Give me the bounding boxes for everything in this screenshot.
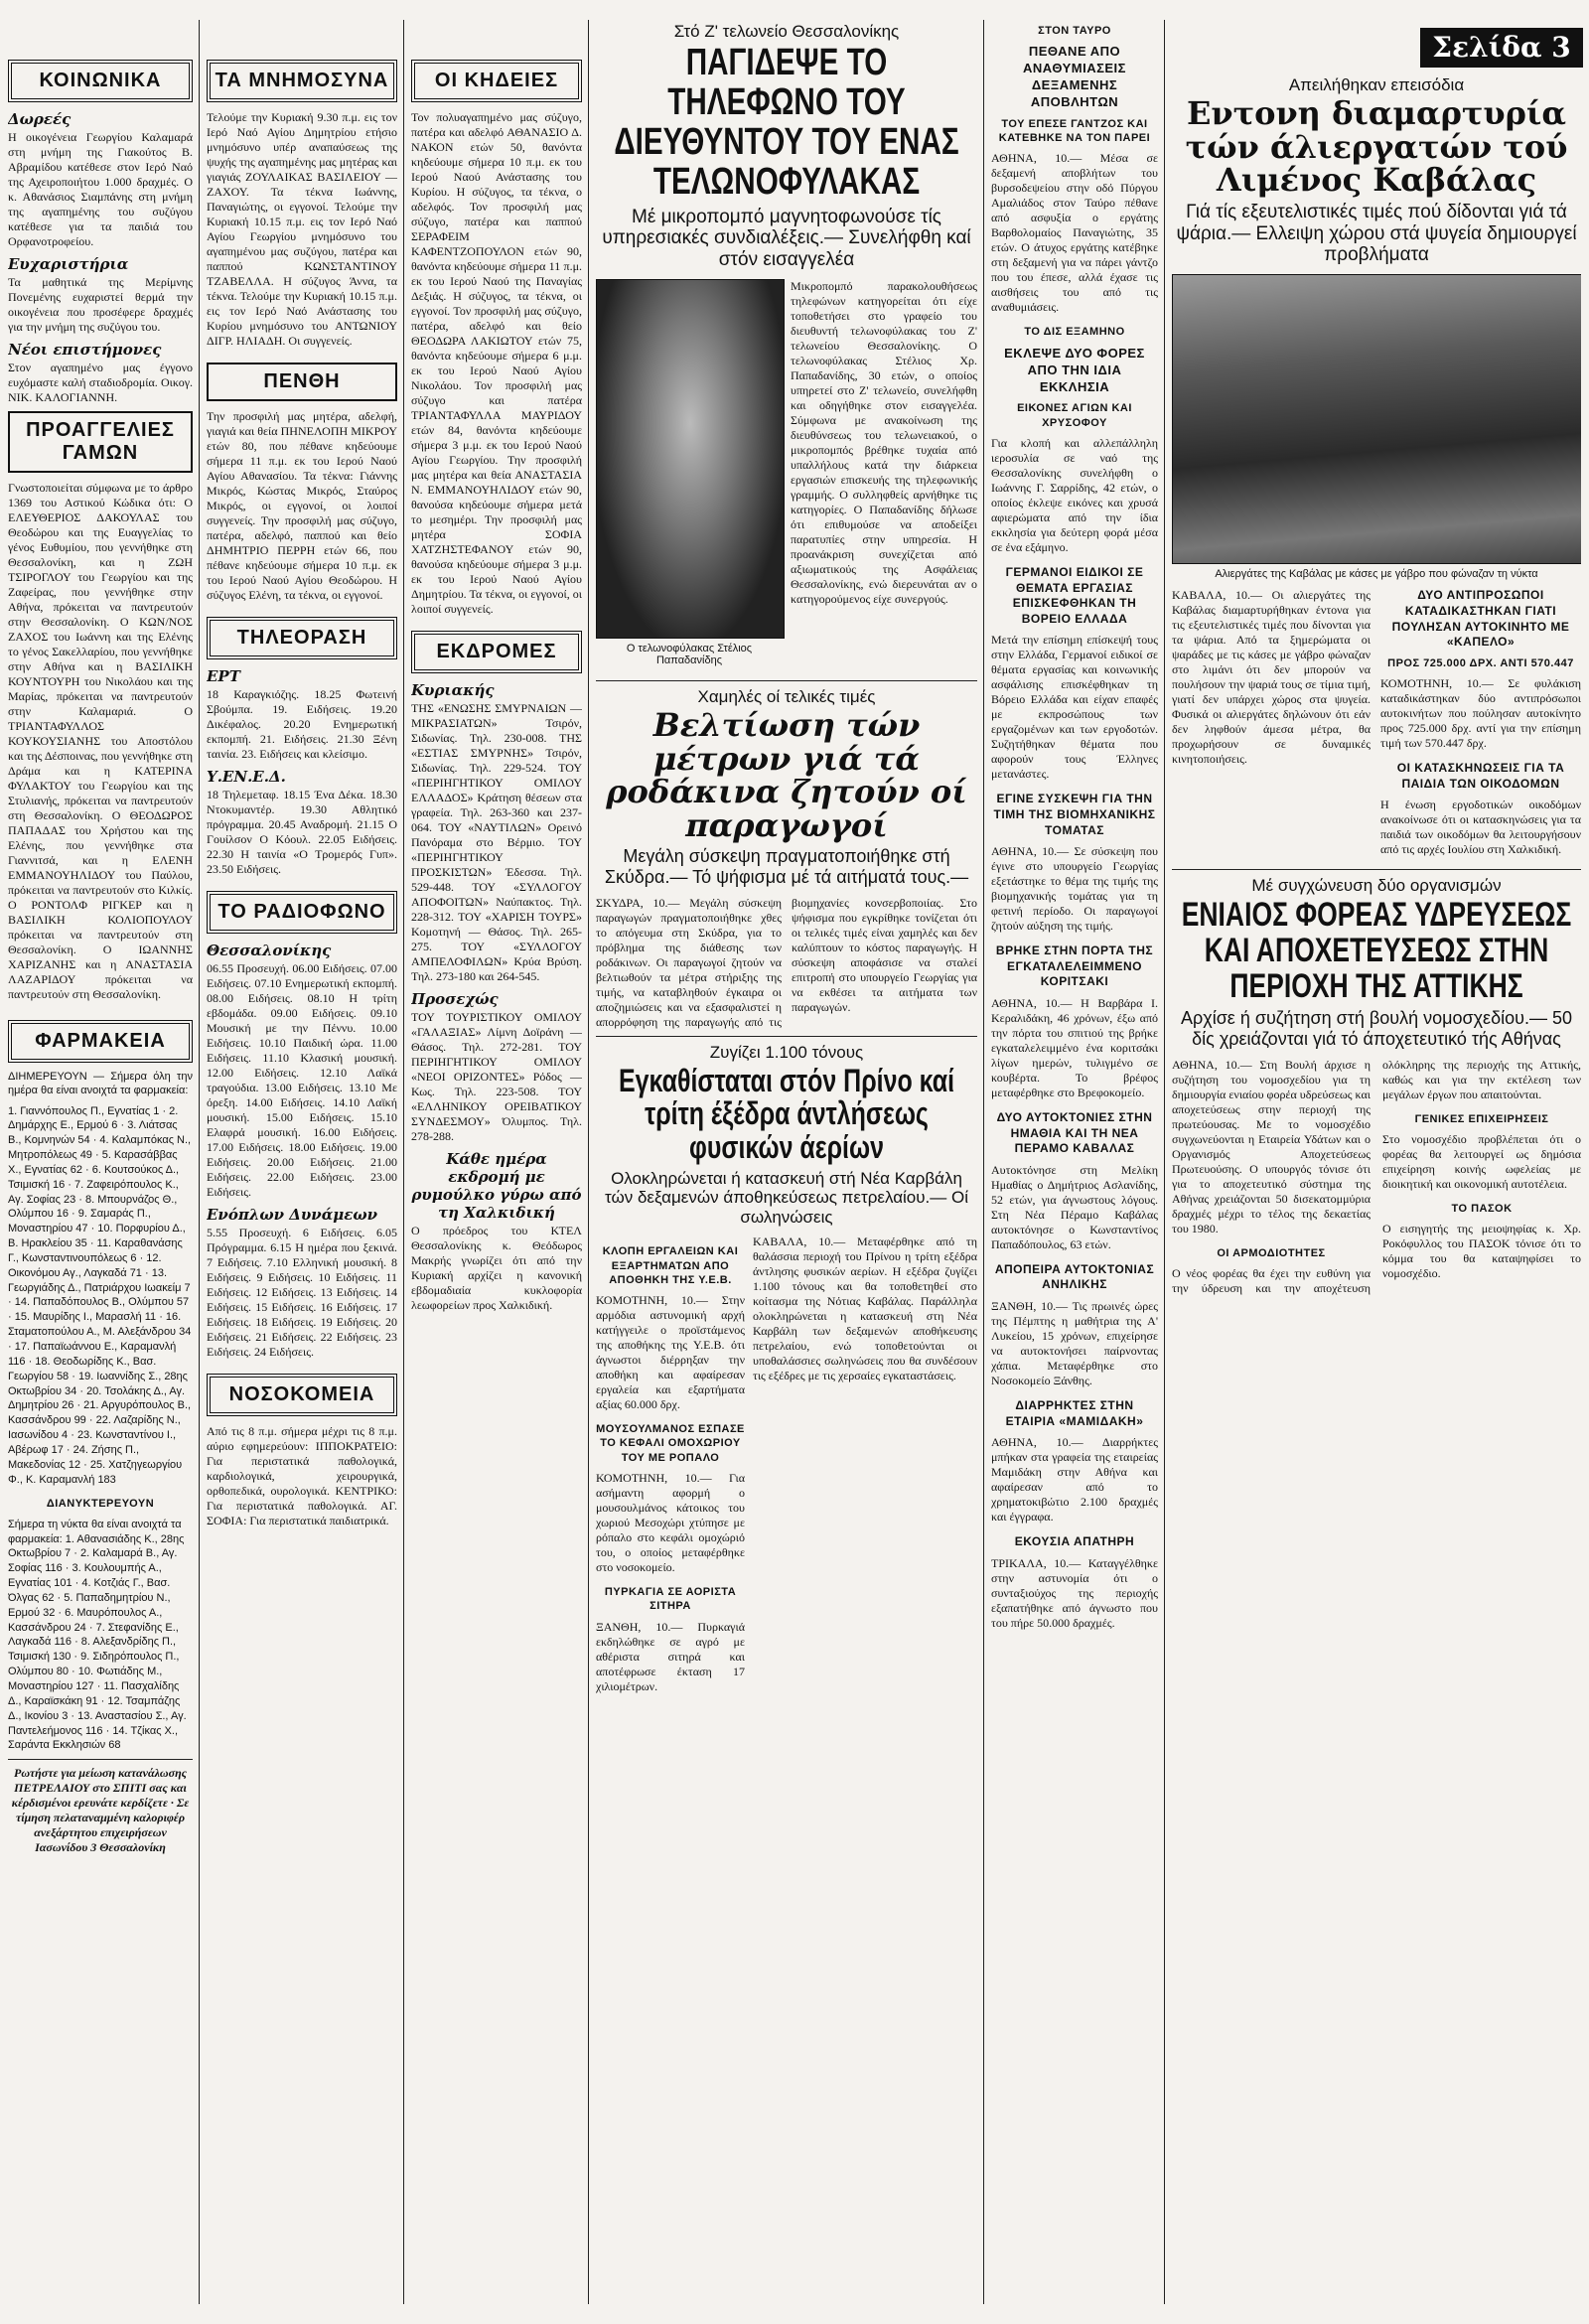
ert-schedule: 18 Καραγκιόζης. 18.25 Φωτεινή Σβούμπα. 19. Ειδήσεις. 19.20 Δικέφαλος. 20.20 Ενημερωτική εκπομπή. 21. Ειδήσεις. 21.30 Ξένη ταινία. 23. Ειδήσεις και κλείσιμο. [207, 687, 397, 761]
section-heading-excursions: ΕΚΔΡΟΜΕΣ [411, 631, 582, 673]
column-funerals [411, 20, 582, 2304]
fishermen-photo [1172, 274, 1581, 564]
story-prinos-deck: Ολοκληρώνεται ή κατασκευή στή Νέα Καρβάλη τών δεξαμενών άποθηκεύσεως πετρελαίου.— Οί σωληνώσεις [605, 1168, 968, 1227]
pharmacies-day-list: 1. Γιαννόπουλος Π., Εγνατίας 1 · 2. Δημάρχης Ε., Ερμού 6 · 3. Λιάτσας Β., Κομνηνών 54 · 4. Καλαμπόκας Ν., Μητροπόλεως 49 · 5. Καρασάββας Χ., Εγνατίας 62 · 6. Κουτσούκος Δ., Τσιμισκή 16 · 7. Ζαφειρόπουλος Κ., Αγ. Σοφίας 23 · 8. Μπουρνάζος Θ., Ολύμπου 16 · 9. Σαμαράς Π., Μοναστηρίου 47 · 10. Πορφυρίου Δ., Β. Ηρακλείου 35 · 11. Καραθανάσης Γ., Κωνσταντινουπόλεως 6 · 12. Οικονόμου Αγ., Λαγκαδά 71 · 13. Γεωργιάδης Δ., Πατριάρχου Ιωακείμ 7 · 14. Παπαδόπουλος Β., Ολύμπου 57 · 15. Μαυρίδης Ι., Μαρασλή 11 · 16. Σταματοπούλου Α., Μ. Αλεξάνδρου 34 · 17. Παπαϊωάννου Ε., Καραμανλή 116 · 18. Θεοδωρίδης Κ., Βασ. Γεωργίου 58 · 19. Ιωαννίδης Σ., 28ης Οκτωβρίου 34 · 20. Τσολάκης Δ., Αγ. Δημητρίου 26 · 21. Αργυρόπουλος Β., Κασσάνδρου 99 · 22. Λαζαρίδης Ν., Ιασωνίδου 4 · 23. Κωνσταντίνου Ι., Αβέρωφ 17 · 24. Ζήσης Π., Μακεδονίας 12 · 25. Χατζηγεωργίου Φ., Κ. Καραμανλή 183 [8, 1104, 192, 1486]
section-heading-social: ΚΟΙΝΩΝΙΚΑ [8, 60, 193, 102]
heating-ad: Ρωτήστε για μείωση κατανάλωσης ΠΕΤΡΕΛΑΙΟΥ στο ΣΠΙΤΙ σας και κέρδισμένοι ερευνάτε κερδίζετε · Σε τίμηση πελαταναμμένη καλοριφέρ ανεξάρτητου επιχειρήσεων Ιασωνίδου 3 Θεσσαλονίκη [11, 1766, 190, 1855]
subheading-armed-forces-radio: Ενόπλων Δυνάμεων [207, 1206, 378, 1224]
brief-5-title: ΒΡΗΚΕ ΣΤΗΝ ΠΟΡΤΑ ΤΗΣ ΕΓΚΑΤΑΛΕΛΕΙΜΜΕΝΟ ΚΟΡΙΤΣΑΚΙ [995, 944, 1154, 989]
brief-camps-text: Η ένωση εργοδοτικών οικοδόμων ανακοίνωσε ότι οι κατασκηνώσεις για τα παιδιά των οικοδόμων θα λειτουργήσουν από τις αρχές Ιουλίου στη Χαλκιδική. [1380, 798, 1581, 857]
brief-dealers-text: ΚΟΜΟΤΗΝΗ, 10.— Σε φυλάκιση καταδικάστηκαν δύο αντιπρόσωποι αυτοκινήτων που πούλησαν αυτοκίνητο προς 725.000 δρχ. αντί για την επίσημη τιμή των 570.447 δρχ. [1380, 675, 1581, 750]
brief-1-subtitle: ΤΟΥ ΕΠΕΣΕ ΓΑΝΤΖΟΣ ΚΑΙ ΚΑΤΕΒΗΚΕ ΝΑ ΤΟΝ ΠΑΡΕΙ [998, 117, 1151, 145]
funerals-text: Τον πολυαγαπημένο μας σύζυγο, πατέρα και αδελφό ΑΘΑΝΑΣΙΟ Δ. ΝΑΚΟΝ ετών 50, θανόντα κηδεύουμε σήμερα 10 π.μ. εκ του Ιερού Ναού Ανάστασης του Κυρίου. Η σύζυγος, τα τέκνα, ο αδελφός. Τον προσφιλή μας σύζυγο, πατέρα και παππού ΣΕΡΑΦΕΙΜ ΚΑΦΕΝΤΖΟΠΟΥΛΟΝ ετών 90, θανόντα κηδεύουμε σήμερα 11 π.μ. εκ του Ιερού Ναού της Παναγίας Δεξιάς. Η σύζυγος, τα τέκνα, οι εγγονοί. Τον προσφιλή μας σύζυγο, πατέρα, αδελφό και θείο ΘΕΟΔΩΡΑ ΛΑΚΙΩΤΟΥ ετών 75, θανόντα κηδεύουμε σήμερα 6 μ.μ. εκ του Ιερού Ναού Αγίου Νικολάου. Τον προσφιλή μας σύζυγο και πατέρα ΤΡΙΑΝΤΑΦΥΛΛΑ ΜΑΥΡΙΔΟΥ ετών 84, θανόντα κηδεύουμε σήμερα 3 μ.μ. εκ του Ιερού Ναού Αγίου Γεωργίου. Την προσφιλή μας μητέρα και θεία ΑΝΑΣΤΑΣΙΑ Ν. ΕΜΜΑΝΟΥΗΛΙΔΟΥ ετών 90, θανούσα κηδεύουμε σήμερα μετά το μεσημέρι. Την προσφιλή μας μητέρα ΣΟΦΙΑ ΧΑΤΖΗΣΤΕΦΑΝΟΥ ετών 90, θανούσα κηδεύουμε σήμερα 3 μ.μ. εκ του Ιερού Ναού Αγίου Δημητρίου. Τα τέκνα, οι εγγονοί, οι λοιποί συγγενείς. [411, 110, 582, 616]
column-right-stories [1172, 20, 1581, 2304]
marriage-notices-text: Γνωστοποιείται σύμφωνα με το άρθρο 1369 του Αστικού Κώδικα ότι: Ο ΕΛΕΥΘΕΡΙΟΣ ΔΑΚΟΥΛΑΣ του Θεοδώρου και της Ευαγγελίας το γένος Ευθυμίου, που γεννήθηκε στη Θεσσαλονίκη, και η ΖΩΗ ΤΣΙΡΟΓΛΟΥ του Γεωργίου και της Ζαφείρας, που γεννήθηκε στην Αθήνα, πρόκειται να παντρευτούν στην Θεσσαλονίκη. Ο ΚΩΝ/ΝΟΣ ΖΑΧΟΣ του Ιωάννη και της Ελένης το γένος Σακελλαρίου, που γεννήθηκε στην Αθήνα και η ΒΑΣΙΛΙΚΗ ΚΟΥΝΤΟΥΡΗ του Νικολάου και της Μαρίας, πρόκειται να παντρευτούν στην Καλαμαριά. Ο ΤΡΙΑΝΤΑΦΥΛΛΟΣ ΚΟΥΚΟΥΣΙΑΝΗΣ του Αποστόλου και της Δέσποινας, που γεννήθηκε στη Δράμα και η ΚΑΤΕΡΙΝΑ ΦΥΛΑΚΤΟΥ του Γεωργίου και της Στυλιανής, πρόκειται να παντρευτούν στη Θεσσαλονίκη. Ο ΘΕΟΔΩΡΟΣ ΠΑΠΑΔΑΣ του Χρήστου και της Ελένης, που γεννήθηκε στα Γιαννιτσά, και η ΕΛΕΝΗ ΕΜΜΑΝΟΥΗΛΙΔΟΥ του Παύλου, πρόκειται να παντρευτούν στο Κιλκίς. Ο ΡΟΝΤΟΛΦ ΡΙΓΚΕΡ και η ΒΑΣΙΛΙΚΗ ΚΟΛΙΟΠΟΥΛΟΥ πρόκειται να παντρευτούν στη Θεσσαλονίκη. Ο ΙΩΑΝΝΗΣ ΧΑΡΙΖΑΝΗΣ και η ΑΝΑΣΤΑΣΙΑ ΛΑΖΑΡΙΔΟΥ πρόκειται να παντρευτούν στη Θεσσαλονίκη. [8, 481, 193, 1001]
story-water-kicker: Μέ συγχώνευση δύο οργανισμών [1251, 876, 1502, 896]
story-prinos-text: ΚΑΒΑΛΑ, 10.— Μεταφέρθηκε από τη θαλάσσια περιοχή του Πρίνου η τρίτη εξέδρα άντλησης φυσικών αερίων. Η εξέδρα ζυγίζει 1.100 τόνους και θα τοποθετηθεί στο κοίτασμα της Νότιας Καβάλας. Παράλληλα ολοκληρώνεται η κατασκευή στη Νέα Καρβάλη των δεξαμενών αποθήκευσης πετρελαίου, ενώ τοποθετούνται οι υποθαλάσσιες σωληνώσεις που θα συνδέσουν τις εξέδρες με τις χερσαίες εγκαταστάσεις. [753, 1235, 977, 1383]
yened-schedule: 18 Τηλεμεταφ. 18.15 Ένα Δέκα. 18.30 Ντοκυμαντέρ. 19.30 Αθλητικό πρόγραμμα. 20.45 Αναδρομή. 21.15 Ο Γουίλσον Ο Κόουλ. 22.05 Ειδήσεις. 22.30 Η ταινία «Ο Τρομερός Γυπ». 23.50 Ειδήσεις. [207, 788, 397, 876]
brief-5-text: ΑΘΗΝΑ, 10.— Η Βαρβάρα Ι. Κεραλιδάκη, 46 χρόνων, έξω από την πόρτα του σπιτιού της βρήκε εγκαταλελειμμένο ένα κοριτσάκι λίγων ημερών, τυλιγμένο σε κουβέρτα. Το βρέφος μεταφέρθηκε στο Βρεφοκομείο. [991, 995, 1158, 1099]
brief-6-text: Αυτοκτόνησε στη Μελίκη Ημαθίας ο Δημήτριος Ασλανίδης, 52 ετών, για άγνωστους λόγους. Στη Νέα Πέραμο Καβάλας αυτοκτόνησε ο Κωνσταντίνος Παπαδόπουλος, 63 ετών. [991, 1162, 1158, 1251]
brief-1-title: ΠΕΘΑΝΕ ΑΠΟ ΑΝΑΘΥΜΙΑΣΕΙΣ ΔΕΞΑΜΕΝΗΣ ΑΠΟΒΛΗΤΩΝ [1023, 44, 1126, 109]
story-water-body [1172, 1058, 1581, 1296]
subheading-night-pharmacies: ΔΙΑΝΥΚΤΕΡΕΥΟΥΝ [46, 1498, 155, 1511]
upcoming-excursions-text: ΤΟΥ ΤΟΥΡΙΣΤΙΚΟΥ ΟΜΙΛΟΥ «ΓΑΛΑΞΙΑΣ» Λίμνη Δοϊράνη — Θάσος. Τηλ. 272-281. ΤΟΥ ΠΕΡΙΗΓΗΤΙΚΟΥ ΟΜΙΛΟΥ «ΝΕΟΙ ΟΡΙΖΟΝΤΕΣ» Ρόδος — Κως. Τηλ. 223-508. ΤΟΥ «ΕΛΛΗΝΙΚΟΥ ΟΡΕΙΒΑΤΙΚΟΥ ΣΥΝΔΕΣΜΟΥ» Όλυμπος. Τηλ. 278-288. [411, 1010, 582, 1143]
sunday-excursions-text: ΤΗΣ «ΕΝΩΣΗΣ ΣΜΥΡΝΑΙΩΝ — ΜΙΚΡΑΣΙΑΤΩΝ» Τσιρόν, Σιδωνίας. Τηλ. 230-008. ΤΗΣ «ΕΣΤΙΑΣ ΣΜΥΡΝΗΣ» Τσιρόν, Σιδωνίας. Τηλ. 229-524. ΤΟΥ «ΠΕΡΙΗΓΗΤΙΚΟΥ ΟΜΙΛΟΥ ΕΛΛΑΔΟΣ» Κράτηση θέσεων στα γραφεία. Τηλ. 263-360 και 237-064. ΤΟΥ «ΝΑΥΤΙΛΩΝ» Ορεινό Πανόραμα στο Βέρμιο. ΤΟΥ «ΠΕΡΙΗΓΗΤΙΚΟΥ ΠΡΟΣΚΙΣΤΩΝ» Έδεσσα. Τηλ. 529-448. ΤΟΥ «ΣΥΛΛΟΓΟΥ ΑΠΟΦΟΙΤΩΝ» Ναύπακτος. Τηλ. 228-312. ΤΟΥ «ΧΑΡΙΣΗ ΤΟΥΡΣ» Κομοτηνή — Θάσος. Τηλ. 265-275. ΤΟΥ «ΣΥΛΛΟΓΟΥ ΑΜΠΕΛΟΦΙΛΩΝ» Κρύα Βρύση. Τηλ. 273-180 και 264-545. [411, 701, 582, 983]
brief-4-title: ΕΓΙΝΕ ΣΥΣΚΕΨΗ ΓΙΑ ΤΗΝ ΤΙΜΗ ΤΗΣ ΒΙΟΜΗΧΑΝΙΚΗΣ ΤΟΜΑΤΑΣ [993, 792, 1156, 837]
brief-camps-title: ΟΙ ΚΑΤΑΣΚΗΝΩΣΕΙΣ ΓΙΑ ΤΑ ΠΑΙΔΙΑ ΤΩΝ ΟΙΚΟΔΟΜΩΝ [1396, 760, 1565, 791]
brief-8-text: ΑΘΗΝΑ, 10.— Διαρρήκτες μπήκαν στα γραφεία της εταιρείας Μαμιδάκη στην Αθήνα και αφαίρεσαν από το χρηματοκιβώτιο 2.100 δραχμές και έγγραφα. [991, 1435, 1158, 1525]
pharmacies-night-list: Σήμερα τη νύκτα θα είναι ανοιχτά τα φαρμακεία: 1. Αθανασιάδης Κ., 28ης Οκτωβρίου 7 · 2. Καλαμαρά Β., Αγ. Σοφίας 116 · 3. Κουλουμπής Α., Εγνατίας 101 · 4. Κοτζιάς Γ., Βασ. Όλγας 62 · 5. Παπαδημητρίου Ν., Ερμού 32 · 6. Μαυρόπουλος Α., Κασσάνδρου 24 · 7. Στεφανίδης Ε., Λαγκαδά 116 · 8. Αλεξανδρίδης Π., Τσιμισκή 130 · 9. Σιδηρόπουλος Π., Ολύμπου 80 · 10. Φωτιάδης Μ., Μοναστηρίου 127 · 11. Πασχαλίδης Δ., Καραϊσκάκη 91 · 12. Τσαμπάζης Δ., Ικονίου 3 · 13. Αναστασίου Σ., Αγ. Παντελεήμονος 116 · 14. Τζίκας Χ., Σαράντα Εκκλησιών 68 [8, 1518, 187, 1752]
story-peaches-text: ΣΚΥΔΡΑ, 10.— Μεγάλη σύσκεψη παραγωγών πραγματοποιήθηκε χθες το απόγευμα στη Σκύδρα, για το πρόβλημα της διάθεσης των ροδάκινων. Οι παραγωγοί ζητούν να βελτιωθούν τα μέτρα στήριξης της τιμής, να καταβληθούν έγκαιρα οι αποζημιώσεις και να εξασφαλιστεί η απορρόφηση της παραγωγής από τις βιομηχανίες κονσερβοποιίας. Στο ψήφισμα που εγκρίθηκε τονίζεται ότι οι τελικές τιμές είναι χαμηλές και δεν καλύπτουν το κόστος παραγωγής. Η σύσκεψη αποφάσισε να σταλεί επιτροπή στο υπουργείο Γεωργίας για να εκθέσει τα αιτήματα των παραγωγών. [596, 895, 977, 1029]
section-heading-television: ΤΗΛΕΟΡΑΣΗ [207, 617, 397, 659]
story-fishermen-headline: Εντονη διαμαρτυρία τών άλιεργατών τού Λιμένος Καβάλας [1185, 94, 1568, 200]
subheading-thanks: Ευχαριστήρια [8, 255, 129, 273]
story-customs-deck: Μέ μικροπομπό μαγνητοφωνούσε τίς υπηρεσιακές συνδιαλέξεις.— Συνελήφθη καί στόν εισαγγελέα [602, 206, 971, 271]
section-heading-mourning: ΠΕΝΘΗ [207, 363, 397, 401]
story-peaches-kicker: Χαμηλές οί τελικές τιμές [697, 687, 876, 707]
brief-7-text: ΞΑΝΘΗ, 10.— Τις πρωινές ώρες της Πέμπτης η μαθήτρια της Α' Λυκείου, 15 χρόνων, επιχείρησε να αυτοκτονήσει παίρνοντας χάπια. Μεταφέρθηκε στο Νοσοκομείο Ξάνθης. [991, 1298, 1158, 1387]
brief-dealers-subtitle: ΠΡΟΣ 725.000 ΔΡΧ. ΑΝΤΙ 570.447 [1387, 656, 1574, 669]
short-news-fire-text: ΞΑΝΘΗ, 10.— Πυρκαγιά εκδηλώθηκε σε αγρό με αθέριστα σιτηρά και αποτέφρωσε έκταση 17 χιλιομέτρων. [596, 1619, 745, 1693]
short-news-theft-text: ΚΟΜΟΤΗΝΗ, 10.— Στην αρμόδια αστυνομική αρχή κατήγγειλε ο προϊστάμενος της αποθήκης της Υ.Ε.Β. ότι άγνωστοι διέρρηξαν την αποθήκη και αφαίρεσαν εργαλεία και εξαρτήματα αξίας 60.000 δρχ. [596, 1293, 745, 1412]
section-heading-memorials: ΤΑ ΜΝΗΜΟΣΥΝΑ [207, 60, 397, 102]
column-rule [1164, 20, 1165, 2304]
page-number-tab: Σελίδα 3 [1420, 28, 1583, 68]
short-news-theft-title: ΚΛΟΠΗ ΕΡΓΑΛΕΙΩΝ ΚΑΙ ΕΞΑΡΤΗΜΑΤΩΝ ΑΠΟ ΑΠΟΘΗΚΗ ΤΗΣ Υ.Ε.Β. [602, 1245, 739, 1286]
armed-forces-radio-schedule: 5.55 Προσευχή. 6 Ειδήσεις. 6.05 Πρόγραμμα. 6.15 Η ημέρα που ξεκινά. 7 Ειδήσεις. 7.10 Ελληνική μουσική. 8 Ειδήσεις. 9 Ειδήσεις. 10 Ειδήσεις. 11 Ειδήσεις. 12 Ειδήσεις. 13 Ειδήσεις. 14 Ειδήσεις. 15 Ειδήσεις. 16 Ειδήσεις. 17 Ειδήσεις. 18 Ειδήσεις. 19 Ειδήσεις. 20 Ειδήσεις. 21 Ειδήσεις. 22 Ειδήσεις. 23 Ειδήσεις. 24 Ειδήσεις. [207, 1226, 397, 1359]
story-customs-text: Μικροπομπό παρακολουθήσεως τηλεφώνων κατηγορείται ότι είχε τοποθετήσει στο γραφείο του διευθυντή τελωνοφύλακας του Ζ' τελωνείου Θεσσαλονίκης. Ο τελωνοφύλακας Στέλιος Χρ. Παπαδανίδης, 30 ετών, ο οποίος υπηρετεί στο Ζ' τελωνείο, συνελήφθη και οδηγήθηκε στον εισαγγελέα. Σύμφωνα με ανακοίνωση της διευθύνσεως του τελωνειακού, ο μικροπομπός βρέθηκε τυχαία από υπαλλήλους κατά την διάρκεια εργασιών επισκευής της τηλεφωνικής γραμμής. Ο συλληφθείς αρνήθηκε τις κατηγορίες. Ο Παπαδανίδης δήλωσε ότι επιθυμούσε να αποδείξει παρατυπίες στην υπηρεσία. Η προανάκριση συνεχίζεται από αξιωματικούς της Ασφάλειας Θεσσαλονίκης, ενώ διερευνάται αν ο κατηγορούμενος είχε συνεργούς. [791, 279, 977, 607]
short-news-block [596, 1235, 745, 1699]
subheading-ert: ΕΡΤ [207, 667, 240, 685]
story-peaches-deck: Μεγάλη σύσκεψη πραγματοποιήθηκε στή Σκύδρα.— Τό ψήφισμα μέ τά αιτήματά τους.— [604, 846, 969, 888]
story-customs-kicker: Στό Ζ' τελωνείο Θεσσαλονίκης [673, 22, 900, 41]
subheading-sunday: Κυριακής [411, 681, 495, 699]
new-graduates-text: Στον αγαπημένο μας έγγονο ευχόμαστε καλή σταδιοδρομία. Οικογ. ΝΙΚ. ΚΑΛΟΓΙΑΝΝΗ. [8, 361, 193, 404]
section-heading-hospitals: ΝΟΣΟΚΟΜΕΙΑ [207, 1374, 397, 1416]
brief-2-text: Για κλοπή και αλλεπάλληλη ιεροσυλία σε ναό της Θεσσαλονίκης συνελήφθη ο Ιωάννης Γ. Σαρρίδης, 42 ετών, ο οποίος έκλεψε εικόνες και χρυσά αφιερώματα από την ίδια εκκλησία για δεύτερη φορά μέσα σε ένα εξάμηνο. [991, 436, 1158, 555]
subheading-yened: Υ.ΕΝ.Ε.Δ. [207, 768, 286, 786]
brief-8-title: ΔΙΑΡΡΗΚΤΕΣ ΣΤΗΝ ΕΤΑΙΡΙΑ «ΜΑΜΙΔΑΚΗ» [1005, 1397, 1144, 1428]
hospitals-text: Από τις 8 π.μ. σήμερα μέχρι τις 8 π.μ. αύριο εφημερεύουν: ΙΠΠΟΚΡΑΤΕΙΟ: Για περιστατικά παθολογικά, καρδιολογικά, χειρουργικά, ορθοπεδικά, ουρολογικά. ΚΕΝΤΡΙΚΟ: Για περιστατικά παθολογικά. ΑΓ. ΣΟΦΙΑ: Για περιστατικά παιδιατρικά. [207, 1424, 397, 1527]
column-memorials [207, 20, 397, 2304]
story-fishermen-kicker: Απειλήθηκαν επεισόδια [1288, 75, 1465, 94]
story-customs-body [596, 279, 977, 674]
short-news-assault-title: ΜΟΥΣΟΥΛΜΑΝΟΣ ΕΣΠΑΣΕ ΤΟ ΚΕΦΑΛΙ ΟΜΟΧΩΡΙΟΥ ΤΟΥ ΜΕ ΡΟΠΑΛΟ [596, 1423, 745, 1464]
brief-2-label: ΤΟ ΔΙΣ ΕΞΑΜΗΝΟ [1024, 326, 1125, 339]
column-rule [199, 20, 200, 2304]
story-water-text-1: Ο νέος φορέας θα έχει την ευθύνη για την ύδρευση και την αποχέτευση ολόκληρης της περιοχής της Αττικής, καθώς και για την εκτέλεση των μεγάλων έργων που απαιτούνται. [1172, 1057, 1581, 1295]
pharmacies-intro: ΔΙΗΜΕΡΕΥΟΥΝ — Σήμερα όλη την ημέρα θα είναι ανοιχτά τα φαρμακεία: [8, 1071, 193, 1096]
short-news-fire-title: ΠΥΡΚΑΓΙΑ ΣΕ ΑΟΡΙΣΤΑ ΣΙΤΗΡΑ [604, 1586, 737, 1613]
thanks-text: Τα μαθητικά της Μερίμνης Πονεμένης ευχαριστεί θερμά την οικογένεια που προσέφερε δραχμές για την μνήμη της συζύγου του. [8, 275, 193, 334]
brief-9-text: ΤΡΙΚΑΛΑ, 10.— Καταγγέλθηκε στην αστυνομία ότι ο συνταξιούχος της περιοχής εξαπατήθηκε από άγνωστο που του πήρε 50.000 δραχμές. [991, 1555, 1158, 1630]
donations-text: Η οικογένεια Γεωργίου Καλαμαρά στη μνήμη της Γιακούτος Β. Αβραμίδου κατέθεσε στον Ιερό Ναό της Αχειροποιήτου 1.000 δραχμές. Ο κ. Αθανάσιος Σιαμπάνης στη μνήμη της αγαπημένης του συζύγου κατέθεσε για τα παιδιά του Ορφανοτροφείου. [8, 130, 193, 248]
subheading-daily-excursion: Κάθε ημέρα εκδρομή με ρυμούλκο γύρω από τη Χαλκιδική [411, 1150, 582, 1222]
short-news-assault-text: ΚΟΜΟΤΗΝΗ, 10.— Για ασήμαντη αφορμή ο μουσουλμάνος κάτοικος του χωριού Μεσοχώρι χτύπησε με ρόπαλο στο κεφάλι ομοχώριό του, ο οποίος μεταφέρθηκε στο νοσοκομείο. [596, 1471, 745, 1575]
column-rule [403, 20, 404, 2304]
section-heading-funerals: ΟΙ ΚΗΔΕΙΕΣ [411, 60, 582, 102]
story-water-deck: Αρχίσε ή συζήτηση στή βουλή νομοσχεδίου.— 50 δίς χρειάζονται γιά τό άποχετευτικό τής Αθήνας [1181, 1008, 1572, 1049]
subheading-new-graduates: Νέοι επιστήμονες [8, 341, 162, 359]
divider [8, 1759, 193, 1760]
column-main-stories [596, 20, 977, 2304]
subheading-upcoming: Προσεχώς [411, 990, 499, 1008]
story-customs-headline: ΠΑΓΙΔΕΨΕ ΤΟ ΤΗΛΕΦΩΝΟ ΤΟΥ ΔΙΕΥΘΥΝΤΟΥ ΤΟΥ ΕΝΑΣ ΤΕΛΩΝΟΦΥΛΑΚΑΣ [614, 42, 959, 203]
brief-3-title: ΓΕΡΜΑΝΟΙ ΕΙΔΙΚΟΙ ΣΕ ΘΕΜΑΤΑ ΕΡΓΑΣΙΑΣ ΕΠΙΣΚΕΦΘΗΚΑΝ ΤΗ ΒΟΡΕΙΟ ΕΛΛΑΔΑ [1005, 565, 1144, 626]
memorials-text: Τελούμε την Κυριακή 9.30 π.μ. εις τον Ιερό Ναό Αγίου Δημητρίου ετήσιο μνημόσυνο υπέρ αναπαύσεως της ψυχής της αγαπημένης μας μητέρας και γιαγιάς ΖΟΥΛΑΙΚΑΣ ΒΑΣΙΛΕΙΟΥ — ΖΑΧΟΥ. Τα τέκνα Ιωάννης, Παναγιώτης, οι εγγονοί. Τελούμε την Κυριακή 10.15 π.μ. εις τον Ιερό Ναό Αγίου Γεωργίου μνημόσυνο του αγαπημένου μας συζύγου, πατέρα και παππού ΚΩΝΣΤΑΝΤΙΝΟΥ ΤΖΑΒΕΛΛΑ. Η σύζυγος Άννα, τα τέκνα. Τελούμε την Κυριακή 10.15 π.μ. εις τον Ιερό Ναό Ανάστασης του Κυρίου μνημόσυνο του ΑΝΤΩΝΙΟΥ ΔΙΓΡ. ΗΛΙΑΔΗ. Οι συγγενείς. [207, 110, 397, 348]
customs-officer-photo [596, 279, 785, 639]
story-water-headline: ΕΝΙΑΙΟΣ ΦΟΡΕΑΣ ΥΔΡΕΥΣΕΩΣ ΚΑΙ ΑΠΟΧΕΤΕΥΣΕΩΣ ΣΤΗΝ ΠΕΡΙΟΧΗ ΤΗΣ ΑΤΤΙΚΗΣ [1181, 896, 1572, 1005]
section-heading-marriage-notices: ΠΡΟΑΓΓΕΛΙΕΣ ΓΑΜΩΝ [8, 411, 193, 473]
section-heading-radio: ΤΟ ΡΑΔΙΟΦΩΝΟ [207, 891, 397, 934]
brief-dealers-title: ΔΥΟ ΑΝΤΙΠΡΟΣΩΠΟΙ ΚΑΤΑΔΙΚΑΣΤΗΚΑΝ ΓΙΑΤΙ ΠΟΥΛΗΣΑΝ ΑΥΤΟΚΙΝΗΤΟ ΜΕ «ΚΑΠΕΛΟ» [1391, 588, 1570, 650]
subheading-donations: Δωρεές [8, 110, 72, 128]
brief-1-label: ΣΤΟΝ ΤΑΥΡΟ [1038, 25, 1111, 37]
divider [596, 680, 977, 681]
story-customs-photo-block [596, 279, 783, 674]
story-fishermen-body [1172, 588, 1581, 863]
column-short-news [991, 20, 1158, 2304]
section-heading-pharmacies: ΦΑΡΜΑΚΕΙΑ [8, 1020, 193, 1063]
story-water-text: ΑΘΗΝΑ, 10.— Στη Βουλή άρχισε η συζήτηση του νομοσχεδίου για τη δημιουργία ενιαίου φορέα υδρεύσεως και αποχετεύσεως στην περιοχή της πρωτεύουσας. Με το νομοσχέδιο συγχωνεύονται η Εταιρεία Υδάτων και ο Οργανισμός Αποχετεύσεως Πρωτευούσης. Ο υπουργός τόνισε ότι για το αποχετευτικό σύστημα της Αθήνας χρειάζονται 50 δισεκατομμύρια δραχμές μέχρι το τέλος της δεκαετίας του 1980. [1172, 1057, 1371, 1235]
brief-9-title: ΕΚΟΥΣΙΑ ΑΠΑΤΗΡΗ [1014, 1534, 1135, 1549]
story-water-subhead-2: ΓΕΝΙΚΕΣ ΕΠΙΧΕΙΡΗΣΕΙΣ [1414, 1112, 1549, 1125]
divider [596, 1036, 977, 1037]
brief-3-text: Μετά την επίσημη επίσκεψή τους στην Ελλάδα, Γερμανοί ειδικοί σε θέματα εργασίας και κοινωνικής ασφάλισης επισκέφθηκαν τη Βόρειο Ελλάδα και είχαν επαφές με εκπροσώπους των εργαζομένων και των εργοδοτών. Συζητήθηκαν θέματα που αφορούν τους Έλληνες μετανάστες. [991, 633, 1158, 782]
daily-excursion-text: Ο πρόεδρος του ΚΤΕΛ Θεσσαλονίκης κ. Θεόδωρος Μακρής γνωρίζει ότι από την Κυριακή αρχίζει η κανονική εβδομαδιαία κυκλοφορία λεωφορείων προς Χαλκιδική. [411, 1224, 582, 1312]
story-peaches-headline: Βελτίωση τών μέτρων γιά τά ροδάκινα ζητούν οί παραγωγοί [606, 706, 967, 844]
story-prinos-kicker: Ζυγίζει 1.100 τόνους [709, 1042, 864, 1062]
story-water-text-2: Στο νομοσχέδιο προβλέπεται ότι ο φορέας θα λειτουργεί ως δημόσια επιχείρηση κοινής ωφελείας με διοικητική και οικονομική αυτοτέλεια. [1382, 1131, 1581, 1191]
thessaloniki-radio-schedule: 06.55 Προσευχή. 06.00 Ειδήσεις. 07.00 Ειδήσεις. 07.10 Ενημερωτική εκπομπή. 08.00 Ειδήσεις. 08.10 Η τρίτη εβδομάδα. 09.00 Ειδήσεις. 09.10 Μουσική με την Πέννυ. 10.00 Ειδήσεις. 10.10 Παιδική ώρα. 11.00 Ειδήσεις. 11.10 Κλασική μουσική. 12.00 Ειδήσεις. 12.10 Λαϊκά τραγούδια. 13.00 Ειδήσεις. 13.10 Με όρεξη. 14.00 Ειδήσεις. 14.10 Λαϊκή μουσική. 15.00 Ειδήσεις. 15.10 Ελαφρά μουσική. 16.00 Ειδήσεις. 17.00 Ειδήσεις. 18.00 Ειδήσεις. 19.00 Ειδήσεις. 20.00 Ειδήσεις. 21.00 Ειδήσεις. 22.00 Ειδήσεις. 23.00 Ειδήσεις. [207, 961, 397, 1199]
story-water-text-3: Ο εισηγητής της μειοψηφίας κ. Χρ. Ροκόφυλλος του ΠΑΣΟΚ τόνισε ότι το κόμμα του θα καταψηφίσει το νομοσχέδιο. [1382, 1222, 1581, 1281]
story-water-subhead-3: ΤΟ ΠΑΣΟΚ [1451, 1202, 1513, 1215]
customs-officer-caption: Ο τελωνοφύλακας Στέλιος Παπαδανίδης [626, 643, 753, 667]
brief-2-title: ΕΚΛΕΨΕ ΔΥΟ ΦΟΡΕΣ ΑΠΟ ΤΗΝ ΙΔΙΑ ΕΚΚΛΗΣΙΑ [1004, 345, 1145, 394]
mourning-text: Την προσφιλή μας μητέρα, αδελφή, γιαγιά και θεία ΠΗΝΕΛΟΠΗ ΜΙΚΡΟΥ ετών 80, που πέθανε κηδεύουμε σήμερα 11 π.μ. εκ του Ιερού Ναού Αγίου Αθανασίου. Τα τέκνα: Γιάννης Μικρός, Κώστας Μικρός, Σταύρος Μικρός, οι εγγονοί, οι λοιποί συγγενείς. Την προσφιλή μας σύζυγο, πατέρα, αδελφό, παππού και θείο ΔΗΜΗΤΡΙΟ ΠΕΡΡΗ ετών 66, που πέθανε κηδεύουμε σήμερα 10 π.μ. εκ του Ιερού Ναού Αγίου Θεοδώρου. Η σύζυγος Ελένη, τα τέκνα, οι εγγονοί. [207, 409, 397, 602]
column-social [8, 20, 193, 2304]
column-rule [588, 20, 589, 2304]
story-prinos-headline: Εγκαθίσταται στόν Πρίνο καί τρίτη έξέδρα άντλήσεως φυσικών άερίων [618, 1062, 955, 1166]
story-prinos-body [596, 1235, 977, 1699]
brief-1-text: ΑΘΗΝΑ, 10.— Μέσα σε δεξαμενή αποβλήτων του βυρσοδεψείου στην οδό Πύργου Αμαλιάδος στον Ταύρο πέθανε από ασφυξία ο εργάτης Βαρθολομαίος Παναγιώτης, 35 ετών. Ο άτυχος εργάτης κατέβηκε στη δεξαμενή για να πάρει γάντζο που του έπεσε, αλλά έχασε τις αισθήσεις του από τις αναθυμιάσεις. [991, 151, 1158, 315]
brief-4-text: ΑΘΗΝΑ, 10.— Σε σύσκεψη που έγινε στο υπουργείο Γεωργίας εξετάστηκε το θέμα της τιμής της βιομηχανικής τομάτας για τη φετινή περίοδο. Οι παραγωγοί ζητούν αύξηση της τιμής. [991, 844, 1158, 934]
brief-7-title: ΑΠΟΠΕΙΡΑ ΑΥΤΟΚΤΟΝΙΑΣ ΑΝΗΛΙΚΗΣ [994, 1261, 1155, 1292]
divider [1172, 869, 1581, 870]
column-rule [983, 20, 984, 2304]
brief-2-subtitle: ΕΙΚΟΝΕΣ ΑΓΙΩΝ ΚΑΙ ΧΡΥΣΟΦΟΥ [1017, 402, 1132, 429]
brief-6-title: ΔΥΟ ΑΥΤΟΚΤΟΝΙΕΣ ΣΤΗΝ ΗΜΑΘΙΑ ΚΑΙ ΤΗ ΝΕΑ ΠΕΡΑΜΟ ΚΑΒΑΛΑΣ [996, 1109, 1153, 1156]
fishermen-photo-caption: Αλιεργάτες της Καβάλας με κάσες με γάβρο που φώναζαν τη νύκτα [1215, 568, 1538, 581]
right-briefs-block [1380, 588, 1581, 863]
story-fishermen-text: ΚΑΒΑΛΑ, 10.— Οι αλιεργάτες της Καβάλας διαμαρτυρήθηκαν έντονα για τις εξευτελιστικές τιμές που δίνονται για τα ψάρια. Από τα ξημερώματα οι ψαράδες με τις κάσες με γάβρο φώναζαν στο λιμάνι ότι δεν μπορούν να πουλήσουν την ψαριά τους σε τίμια τιμή, γιατί δεν υπάρχει χώρος στα ψυγεία. Φυσικά οι αλιεργάτες δηλώνουν ότι εάν δεν ληφθούν άμεσα μέτρα, θα προχωρήσουν σε δυναμικές κινητοποιήσεις. [1172, 588, 1371, 767]
subheading-thessaloniki-radio: Θεσσαλονίκης [207, 942, 332, 959]
story-water-subhead-1: ΟΙ ΑΡΜΟΔΙΟΤΗΤΕΣ [1217, 1246, 1326, 1259]
story-fishermen-deck: Γιά τίς εξευτελιστικές τιμές πού δίδονται γιά τά ψάρια.— Ελλειψη χώρου στά ψυγεία δημιουργεί προβλήματα [1176, 201, 1577, 266]
